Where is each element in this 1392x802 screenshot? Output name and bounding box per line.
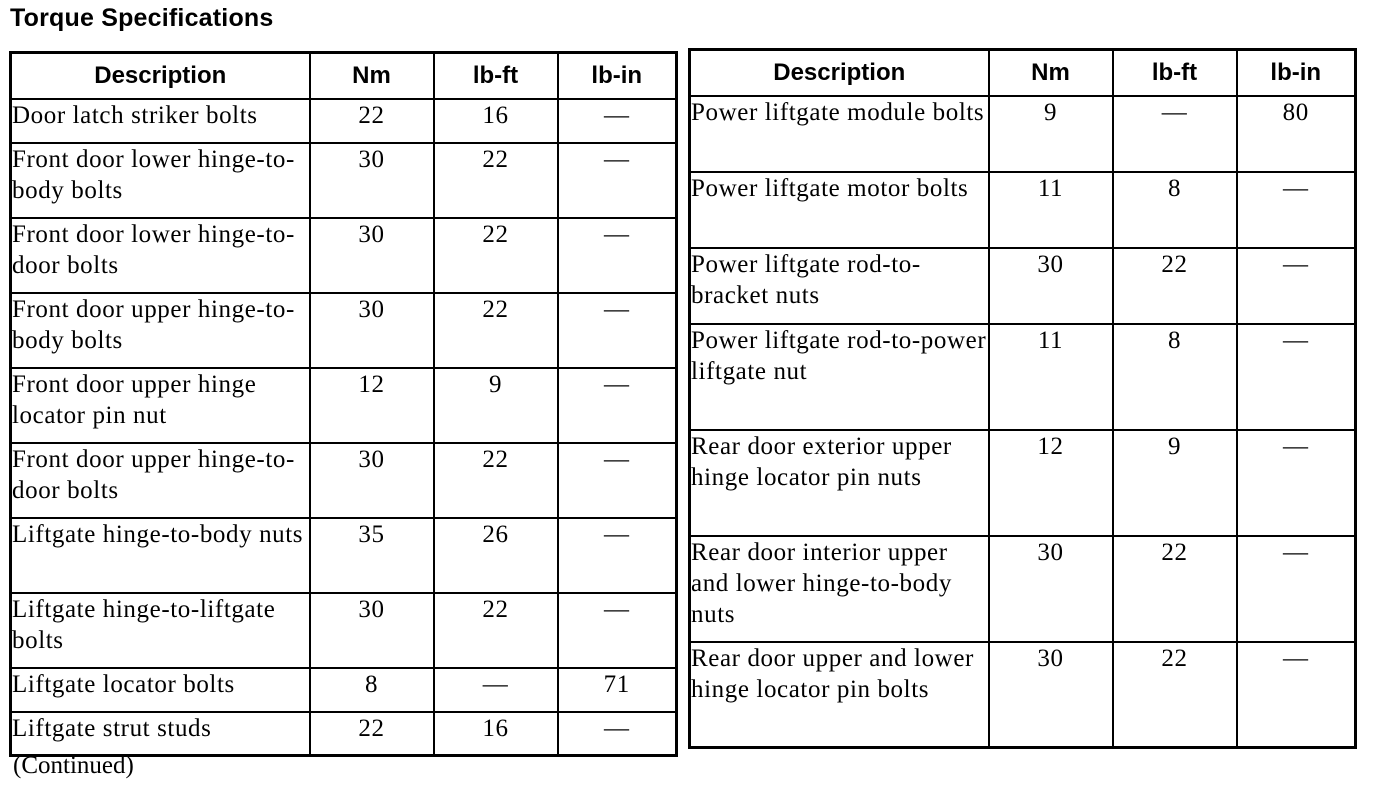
lbft-cell: 16 (434, 99, 558, 143)
lbin-cell: — (1237, 172, 1356, 248)
table-row (690, 536, 1356, 642)
lbft-cell: 22 (434, 218, 558, 293)
nm-cell: 30 (310, 593, 434, 668)
description-cell: Power liftgate rod-to-bracket nuts (690, 248, 989, 324)
nm-cell: 30 (310, 443, 434, 518)
description-cell: Front door lower hinge-to-body bolts (11, 143, 310, 218)
lbft-cell: 22 (434, 293, 558, 368)
lbft-cell: 26 (434, 518, 558, 593)
description-cell: Liftgate hinge-to-body nuts (11, 518, 310, 593)
lbft-cell: 22 (1113, 642, 1237, 748)
description-cell: Rear door exterior upper hinge locator pin nuts (690, 430, 989, 536)
nm-cell: 11 (989, 324, 1113, 430)
table-row (11, 293, 677, 368)
lbin-cell: 71 (558, 668, 677, 712)
description-cell: Front door upper hinge locator pin nut (11, 368, 310, 443)
nm-cell: 8 (310, 668, 434, 712)
description-cell: Power liftgate module bolts (690, 96, 989, 172)
description-cell: Liftgate locator bolts (11, 668, 310, 712)
column-header-nm: Nm (989, 50, 1113, 96)
table-row (11, 593, 677, 668)
lbin-cell: — (558, 443, 677, 518)
lbft-cell: 8 (1113, 324, 1237, 430)
table-row (11, 518, 677, 593)
nm-cell: 30 (989, 642, 1113, 748)
lbin-cell: — (558, 593, 677, 668)
torque-table-right (688, 48, 1357, 749)
description-cell: Front door upper hinge-to-door bolts (11, 443, 310, 518)
description-cell: Liftgate strut studs (11, 712, 310, 756)
nm-cell: 30 (310, 218, 434, 293)
table-row (11, 443, 677, 518)
description-cell: Power liftgate rod-to-power liftgate nut (690, 324, 989, 430)
lbin-cell: — (558, 293, 677, 368)
lbin-cell: — (558, 712, 677, 756)
description-cell: Liftgate hinge-to-liftgate bolts (11, 593, 310, 668)
description-cell: Front door lower hinge-to-door bolts (11, 218, 310, 293)
table-row (690, 96, 1356, 172)
column-header-lbft: lb-ft (1113, 50, 1237, 96)
lbft-cell: 22 (1113, 536, 1237, 642)
lbft-cell: 22 (1113, 248, 1237, 324)
table-row (690, 172, 1356, 248)
table-row (11, 99, 677, 143)
column-header-description: Description (690, 50, 989, 96)
nm-cell: 12 (989, 430, 1113, 536)
table-row (690, 642, 1356, 748)
lbin-cell: — (1237, 642, 1356, 748)
table-row (11, 668, 677, 712)
lbin-cell: — (1237, 536, 1356, 642)
nm-cell: 22 (310, 712, 434, 756)
column-header-lbin: lb-in (558, 53, 677, 99)
lbin-cell: 80 (1237, 96, 1356, 172)
column-header-description: Description (11, 53, 310, 99)
nm-cell: 12 (310, 368, 434, 443)
lbft-cell: 8 (1113, 172, 1237, 248)
description-cell: Rear door interior upper and lower hinge-to-body nuts (690, 536, 989, 642)
lbft-cell: — (1113, 96, 1237, 172)
lbft-cell: 16 (434, 712, 558, 756)
table-header-row (690, 50, 1356, 96)
lbin-cell: — (558, 218, 677, 293)
nm-cell: 11 (989, 172, 1113, 248)
lbin-cell: — (558, 368, 677, 443)
lbft-cell: 22 (434, 443, 558, 518)
lbft-cell: 22 (434, 143, 558, 218)
table-row (11, 712, 677, 756)
lbft-cell: 22 (434, 593, 558, 668)
lbft-cell: 9 (1113, 430, 1237, 536)
description-cell: Power liftgate motor bolts (690, 172, 989, 248)
table-header-row (11, 53, 677, 99)
nm-cell: 9 (989, 96, 1113, 172)
table-row (690, 324, 1356, 430)
nm-cell: 35 (310, 518, 434, 593)
column-header-nm: Nm (310, 53, 434, 99)
lbin-cell: — (558, 143, 677, 218)
nm-cell: 30 (989, 536, 1113, 642)
table-row (11, 218, 677, 293)
nm-cell: 22 (310, 99, 434, 143)
description-cell: Front door upper hinge-to-body bolts (11, 293, 310, 368)
nm-cell: 30 (310, 143, 434, 218)
continued-note: (Continued) (13, 752, 134, 779)
column-header-lbft: lb-ft (434, 53, 558, 99)
lbin-cell: — (1237, 248, 1356, 324)
page-title: Torque Specifications (10, 4, 274, 32)
lbft-cell: 9 (434, 368, 558, 443)
table-row (11, 143, 677, 218)
table-row (690, 248, 1356, 324)
column-header-lbin: lb-in (1237, 50, 1356, 96)
torque-table-left (9, 51, 678, 757)
lbin-cell: — (1237, 324, 1356, 430)
lbin-cell: — (558, 99, 677, 143)
lbin-cell: — (558, 518, 677, 593)
nm-cell: 30 (310, 293, 434, 368)
nm-cell: 30 (989, 248, 1113, 324)
lbft-cell: — (434, 668, 558, 712)
table-row (690, 430, 1356, 536)
table-row (11, 368, 677, 443)
description-cell: Door latch striker bolts (11, 99, 310, 143)
description-cell: Rear door upper and lower hinge locator pin bolts (690, 642, 989, 748)
lbin-cell: — (1237, 430, 1356, 536)
